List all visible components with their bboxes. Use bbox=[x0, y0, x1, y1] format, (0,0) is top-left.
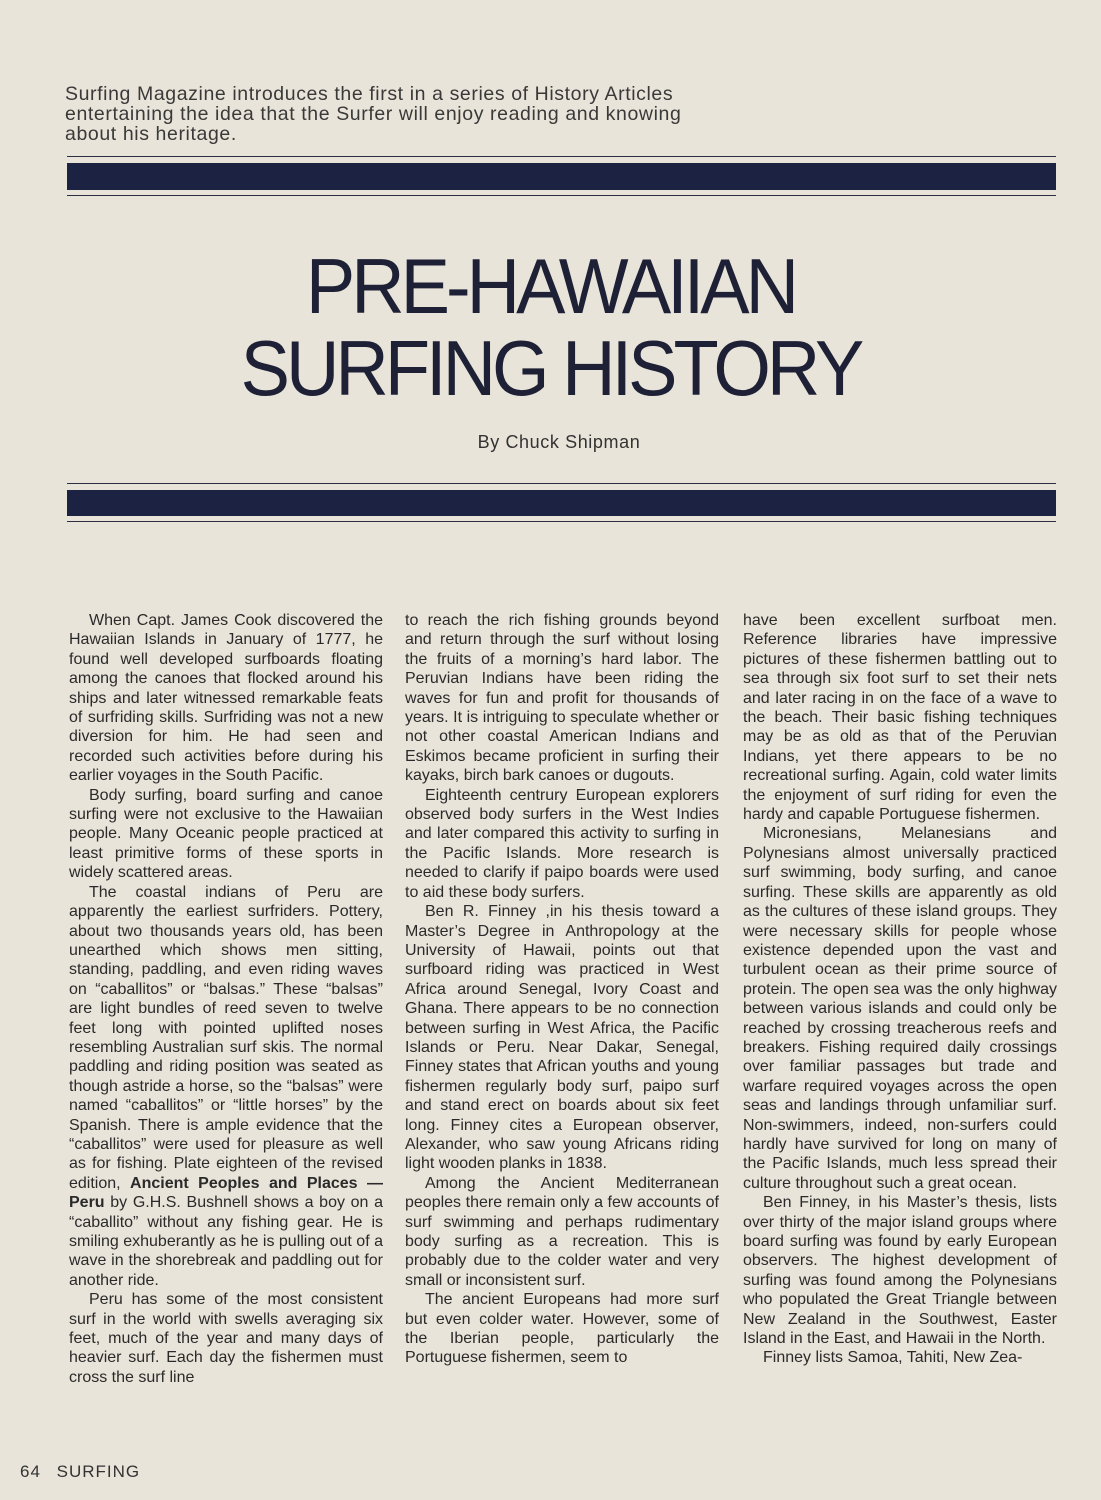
paragraph: to reach the rich fishing grounds beyond and return through the surf without losing the fruits of a morning’s hard labor. The Peruvian Indians have been riding the waves for fun and profit for thousands of years. It is intriguing to speculate whether or not other coastal American Indians and Eskimos became proficient in surfing their kayaks, birch bark canoes or dugouts. bbox=[405, 612, 719, 785]
magazine-name: SURFING bbox=[56, 1462, 141, 1481]
title-line-2: SURFING HISTORY bbox=[240, 324, 861, 413]
byline: By Chuck Shipman bbox=[477, 432, 641, 452]
title-line-1: PRE-HAWAIIAN bbox=[305, 242, 796, 331]
top-rule-thin-lower bbox=[67, 195, 1056, 196]
paragraph-text: The coastal indians of Peru are apparently the earliest surfriders. Pottery, about two thousands years old, has been unearthed which shows men sitting, standing, paddling, and even riding waves on “caballitos” or “balsas.” These “balsas” are light bundles of reed seven to twelve feet long with pointed uplifted noses resembling Australian surf skis. The normal paddling and riding position was seated as though astride a horse, so the “balsas” were named “caballitos” or “little horses” by the Spanish. There is ample evidence that the “caballitos” were used for pleasure as well as for fishing. Plate eighteen of the revised edition, bbox=[69, 883, 383, 1192]
article-column-2 bbox=[405, 611, 719, 1368]
paragraph: have been excellent surfboat men. Reference libraries have impressive pictures of these fishermen battling out to sea through six foot surf to set their nets and later racing in on the face of a wave to the beach. Their basic fishing techniques may be as old as that of the Peruvian Indians, yet there appears to be no recreational surfing. Again, cold water limits the enjoyment of surf riding for even the hardy and capable Portuguese fishermen. bbox=[743, 612, 1057, 824]
paragraph: The ancient Europeans had more surf but even colder water. However, some of the Iberian people, particularly the Portuguese fishermen, seem to bbox=[405, 1291, 719, 1367]
bottom-rule-bar bbox=[67, 490, 1056, 516]
book-title: Ancient Peoples and Places — Peru bbox=[69, 1174, 384, 1212]
bottom-rule-thin-lower bbox=[67, 521, 1056, 522]
top-rule-bar bbox=[67, 163, 1056, 190]
paragraph: Among the Ancient Mediterranean peoples there remain only a few accounts of surf swimming and perhaps rudimentary body surfing as a recreation. This is probably due to the colder water and very small or inconsistent surf. bbox=[405, 1174, 719, 1289]
bottom-rule-thin-upper bbox=[67, 483, 1056, 484]
page-number: 64 bbox=[20, 1462, 41, 1481]
paragraph-text: by G.H.S. Bushnell shows a boy on a “caballito” without any fishing gear. He is smiling exhuberantly as he is pulling out of a wave in the shorebreak and paddling out for another ride. bbox=[69, 1194, 384, 1289]
paragraph: Micronesians, Melanesians and Polynesians almost universally practiced surf swimming, body surfing, and canoe surfing. These skills are apparently as old as the cultures of these island groups. They were necessary skills for people whose existence depended upon the vast and turbulent ocean as their prime source of protein. The open sea was the only highway between various islands and could only be reached by crossing treacherous reefs and breakers. Fishing required daily crossings over familiar passages but trade and warfare required voyages across the open seas and landings through unfamiliar surf. Non-swimmers, indeed, non-surfers could hardly have survived for long on many of the Pacific Islands, much less spread their culture throughout such a great ocean. bbox=[743, 825, 1057, 1192]
paragraph: Ben R. Finney ,in his thesis toward a Master’s Degree in Anthropology at the University of Hawaii, points out that surfboard riding was practiced in West Africa around Senegal, Ivory Coast and Ghana. There appears to be no connection between surfing in West Africa, the Pacific Islands or Peru. Near Dakar, Senegal, Finney states that African youths and young fishermen regularly body surf, paipo surf and stand erect on boards about six feet long. Finney cites a European observer, Alexander, who saw young Africans riding light wooden planks in 1838. bbox=[405, 903, 719, 1173]
intro-text: Surfing Magazine introduces the first in a series of History Articles entertaining the idea that the Surfer will enjoy reading and knowing about his heritage. bbox=[65, 83, 682, 145]
paragraph: Peru has some of the most consistent surf in the world with swells averaging six feet, much of the year and many days of heavier surf. Each day the fishermen must cross the surf line bbox=[69, 1291, 383, 1386]
paragraph: Body surfing, board surfing and canoe surfing were not exclusive to the Hawaiian people. Many Oceanic people practiced at least primitive forms of these sports in widely scattered areas. bbox=[69, 786, 383, 882]
top-rule-thin-upper bbox=[67, 156, 1056, 157]
paragraph: Ben Finney, in his Master’s thesis, lists over thirty of the major island groups where board surfing was found by early European observers. The highest development of surfing was found among the Polynesians who populated the Great Triangle between New Zealand in the Southwest, Easter Island in the East, and Hawaii in the North. bbox=[743, 1194, 1057, 1348]
paragraph: Finney lists Samoa, Tahiti, New Zea- bbox=[763, 1349, 1023, 1367]
paragraph: Eighteenth centrury European explorers observed body surfers in the West Indies and later compared this activity to surfing in the Pacific Islands. More research is needed to clarify if paipo boards were used to aid these body surfers. bbox=[405, 786, 719, 901]
page-footer bbox=[20, 1462, 140, 1482]
paragraph: When Capt. James Cook discovered the Hawaiian Islands in January of 1777, he found well developed surfboards floating among the canoes that flocked around his ships and later witnessed remarkable feats of surfriding skills. Surfriding was not a new diversion for him. He had seen and recorded such activities before during his earlier voyages in the South Pacific. bbox=[69, 612, 383, 785]
article-column-3 bbox=[743, 611, 1057, 1368]
paragraph bbox=[69, 883, 383, 1291]
article-column-1 bbox=[69, 611, 383, 1387]
